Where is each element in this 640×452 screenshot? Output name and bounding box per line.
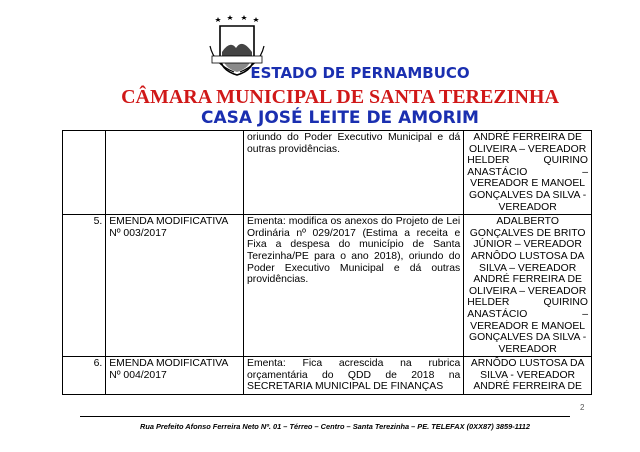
amendment-description: oriundo do Poder Executivo Municipal e dá outras providências. bbox=[244, 131, 464, 215]
author-line: ANASTÁCIO – bbox=[467, 166, 588, 178]
author-line: ARNÔDO LUSTOSA DA bbox=[470, 250, 585, 262]
house-heading: CASA JOSÉ LEITE DE AMORIM bbox=[201, 108, 479, 128]
author-line: GONÇALVES DA SILVA - bbox=[469, 189, 587, 201]
author-line: ANDRÉ FERREIRA DE bbox=[473, 381, 582, 393]
author-line: SILVA – VEREADOR bbox=[479, 262, 577, 274]
author-line: ANASTÁCIO – bbox=[467, 308, 588, 320]
author-line: GONÇALVES DA SILVA - bbox=[469, 332, 587, 344]
author-line: VEREADOR E MANOEL bbox=[470, 178, 586, 190]
author-line: OLIVEIRA – VEREADOR bbox=[469, 285, 587, 297]
table-row bbox=[63, 131, 592, 215]
row-number: 6. bbox=[63, 357, 106, 395]
amendment-description: Ementa: Fica acrescida na rubrica orçamentária do QDD de 2018 na SECRETARIA MUNICIPAL DE FINANÇAS bbox=[244, 357, 464, 395]
author-line: HELDER QUIRINO bbox=[467, 297, 588, 309]
author-line: ANDRÉ FERREIRA DE bbox=[473, 274, 582, 286]
row-number: 5. bbox=[63, 215, 106, 357]
author-line: OLIVEIRA – VEREADOR bbox=[469, 143, 587, 155]
chamber-heading: CÂMARA MUNICIPAL DE SANTA TEREZINHA bbox=[121, 86, 559, 108]
author-line: ARNÔDO LUSTOSA DA bbox=[470, 358, 585, 370]
amendment-authors bbox=[464, 131, 592, 215]
author-line: VEREADOR bbox=[498, 201, 557, 213]
table-row bbox=[63, 215, 592, 357]
table-row bbox=[63, 357, 592, 395]
author-line: VEREADOR E MANOEL bbox=[470, 320, 586, 332]
amendment-type: EMENDA MODIFICATIVA Nº 004/2017 bbox=[106, 357, 244, 395]
author-line: HELDER QUIRINO bbox=[467, 155, 588, 167]
amendment-authors bbox=[464, 357, 592, 395]
author-line: ADALBERTO bbox=[496, 216, 559, 228]
state-heading: ESTADO DE PERNAMBUCO bbox=[250, 64, 470, 82]
footer-address: Rua Prefeito Afonso Ferreira Neto Nº. 01 – Térreo – Centro – Santa Terezinha – PE. TELEFAX (0XX87) 3859-1112 bbox=[139, 422, 531, 431]
author-line: GONÇALVES DE BRITO bbox=[469, 227, 586, 239]
author-line: SILVA - VEREADOR bbox=[480, 369, 576, 381]
author-line: JÚNIOR – VEREADOR bbox=[473, 239, 582, 251]
page-number: 2 bbox=[580, 403, 585, 412]
author-line: VEREADOR bbox=[498, 343, 557, 355]
row-number bbox=[63, 131, 106, 215]
footer-divider bbox=[80, 416, 570, 417]
amendment-authors bbox=[464, 215, 592, 357]
author-line: ANDRÉ FERREIRA DE bbox=[473, 132, 582, 143]
amendment-type: EMENDA MODIFICATIVA Nº 003/2017 bbox=[106, 215, 244, 357]
amendment-type bbox=[106, 131, 244, 215]
amendments-table bbox=[62, 130, 592, 395]
amendment-description: Ementa: modifica os anexos do Projeto de Lei Ordinária nº 029/2017 (Estima a receita e Fixa a despesa do município de Santa Terezinha/PE para o ano 2018), oriundo do Poder Executivo Municipal e dá outras providências. bbox=[244, 215, 464, 357]
